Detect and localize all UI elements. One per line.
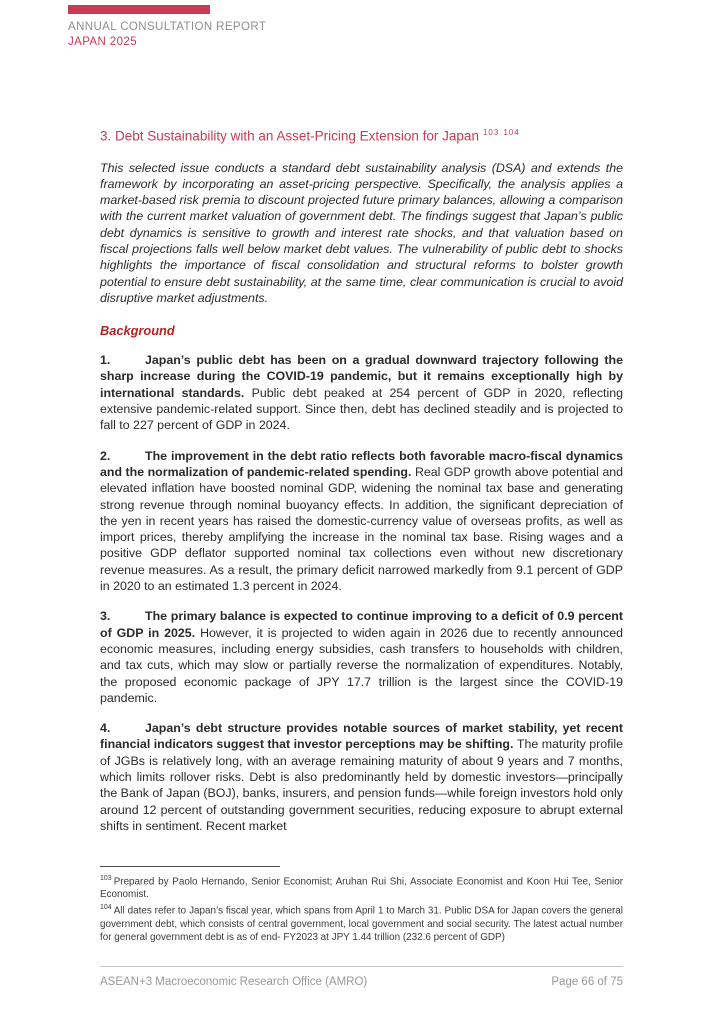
footnote-text: Prepared by Paolo Hernando, Senior Economist; Aruhan Rui Shi, Associate Economist and Koon Hui Tee, Senior Economist. bbox=[100, 876, 623, 901]
footnotes-section bbox=[100, 866, 623, 944]
footnote-ref-104: 104 bbox=[503, 128, 520, 137]
footer-page-number: Page 66 of 75 bbox=[551, 976, 623, 988]
footnote-number: 104 bbox=[100, 904, 112, 912]
paragraph-body: The maturity profile of JGBs is relatively long, with an average remaining maturity of about 9 years and 7 months, which limits rollover risks. Debt is also predominantly held by domestic investors—principally the Bank of Japan (BOJ), banks, insurers, and pension funds—while foreign investors hold only around 12 percent of outstanding government securities, reducing exposure to abrupt external shifts in sentiment. Recent market bbox=[100, 737, 624, 833]
document-body bbox=[100, 124, 623, 834]
footnote-104 bbox=[100, 901, 623, 943]
numbered-paragraphs bbox=[100, 352, 623, 834]
paragraph-lead-bold: Japan’s public debt has been on a gradual downward trajectory following the sharp increase during the COVID-19 pandemic, but it remains exceptionally high by international standards. bbox=[100, 353, 623, 400]
paragraph-number: 4. bbox=[100, 721, 111, 736]
background-heading: Background bbox=[100, 323, 175, 339]
paragraph-lead-bold: Japan’s debt structure provides notable sources of market stability, yet recent financial indicators suggest that investor perceptions may be shifting. bbox=[100, 721, 623, 752]
footnote-ref-103: 103 bbox=[482, 128, 500, 137]
section-title-footnote-refs bbox=[479, 129, 520, 144]
paragraph-body: Public debt peaked at 254 percent of GDP in 2020, reflecting extensive pandemic-related support. Since then, debt has declined steadily and is projected to fall to 227 percent of GDP in 2024. bbox=[100, 385, 623, 433]
footnote-103 bbox=[100, 872, 623, 901]
footnotes-list bbox=[100, 872, 623, 944]
paragraph-number: 1. bbox=[100, 353, 111, 368]
section-title bbox=[100, 124, 623, 145]
report-title: ANNUAL CONSULTATION REPORT bbox=[68, 21, 267, 33]
numbered-paragraph-1 bbox=[100, 352, 623, 433]
report-country-year: JAPAN 2025 bbox=[68, 36, 137, 48]
footnote-separator-rule bbox=[100, 866, 280, 867]
footnote-number: 103 bbox=[100, 875, 112, 882]
numbered-paragraph-2 bbox=[100, 448, 623, 595]
numbered-paragraph-4 bbox=[100, 720, 623, 834]
numbered-paragraph-3 bbox=[100, 608, 623, 706]
paragraph-lead-bold: The improvement in the debt ratio reflects both favorable macro-fiscal dynamics and the normalization of pandemic-related spending. bbox=[100, 448, 623, 479]
paragraph-number: 2. bbox=[100, 448, 111, 463]
brand-accent-bar bbox=[68, 5, 210, 14]
paragraph-lead-bold: The primary balance is expected to continue improving to a deficit of 0.9 percent of GDP in 2025. bbox=[100, 609, 623, 640]
page-header bbox=[68, 20, 266, 49]
paragraph-number: 3. bbox=[100, 609, 111, 624]
abstract-paragraph: This selected issue conducts a standard debt sustainability analysis (DSA) and extends the framework by incorporating an asset-pricing perspective. Specifically, the analysis applies a market-based risk premia to discount projected future primary balances, allowing a comparison with the current market valuation of government debt. The findings suggest that Japan’s public debt dynamics is sensitive to growth and interest rate shocks, and that valuation based on fiscal projections falls well below market debt values. The vulnerability of public debt to shocks highlights the importance of fiscal consolidation and structural reforms to bolster growth potential to ensure debt sustainability, at the same time, clear communication is crucial to avoid disruptive market adjustments. bbox=[100, 160, 623, 305]
paragraph-body: Real GDP growth above potential and elevated inflation have boosted nominal GDP, widening the nominal tax base and generating strong revenue through nominal buoyancy effects. In addition, the significant depreciation of the yen in recent years has raised the domestic-currency value of overseas profits, as well as import prices, thereby amplifying the increase in the nominal tax base. Rising wages and a positive GDP deflator supported nominal tax collections even without new discretionary revenue measures. As a result, the primary deficit narrowed markedly from 9.1 percent of GDP in 2020 to an estimated 1.3 percent in 2024. bbox=[100, 464, 623, 594]
section-title-text: 3. Debt Sustainability with an Asset-Pricing Extension for Japan bbox=[100, 128, 479, 144]
footer-organization: ASEAN+3 Macroeconomic Research Office (AMRO) bbox=[100, 976, 368, 988]
footnote-text: All dates refer to Japan’s fiscal year, which spans from April 1 to March 31. Public DSA for Japan covers the general government debt, which consists of central government, local government and social security. The latest actual number for general government debt is as of end- FY2023 at JPY 1.44 trillion (232.6 percent of GDP) bbox=[100, 905, 623, 943]
page-footer bbox=[100, 966, 623, 988]
paragraph-body: However, it is projected to widen again in 2026 due to recently announced economic measures, including energy subsidies, cash transfers to households with children, and tax cuts, which may slow or partially reverse the normalization of expenditures. Notably, the proposed economic package of JPY 17.7 trillion is the largest since the COVID-19 pandemic. bbox=[100, 625, 623, 705]
